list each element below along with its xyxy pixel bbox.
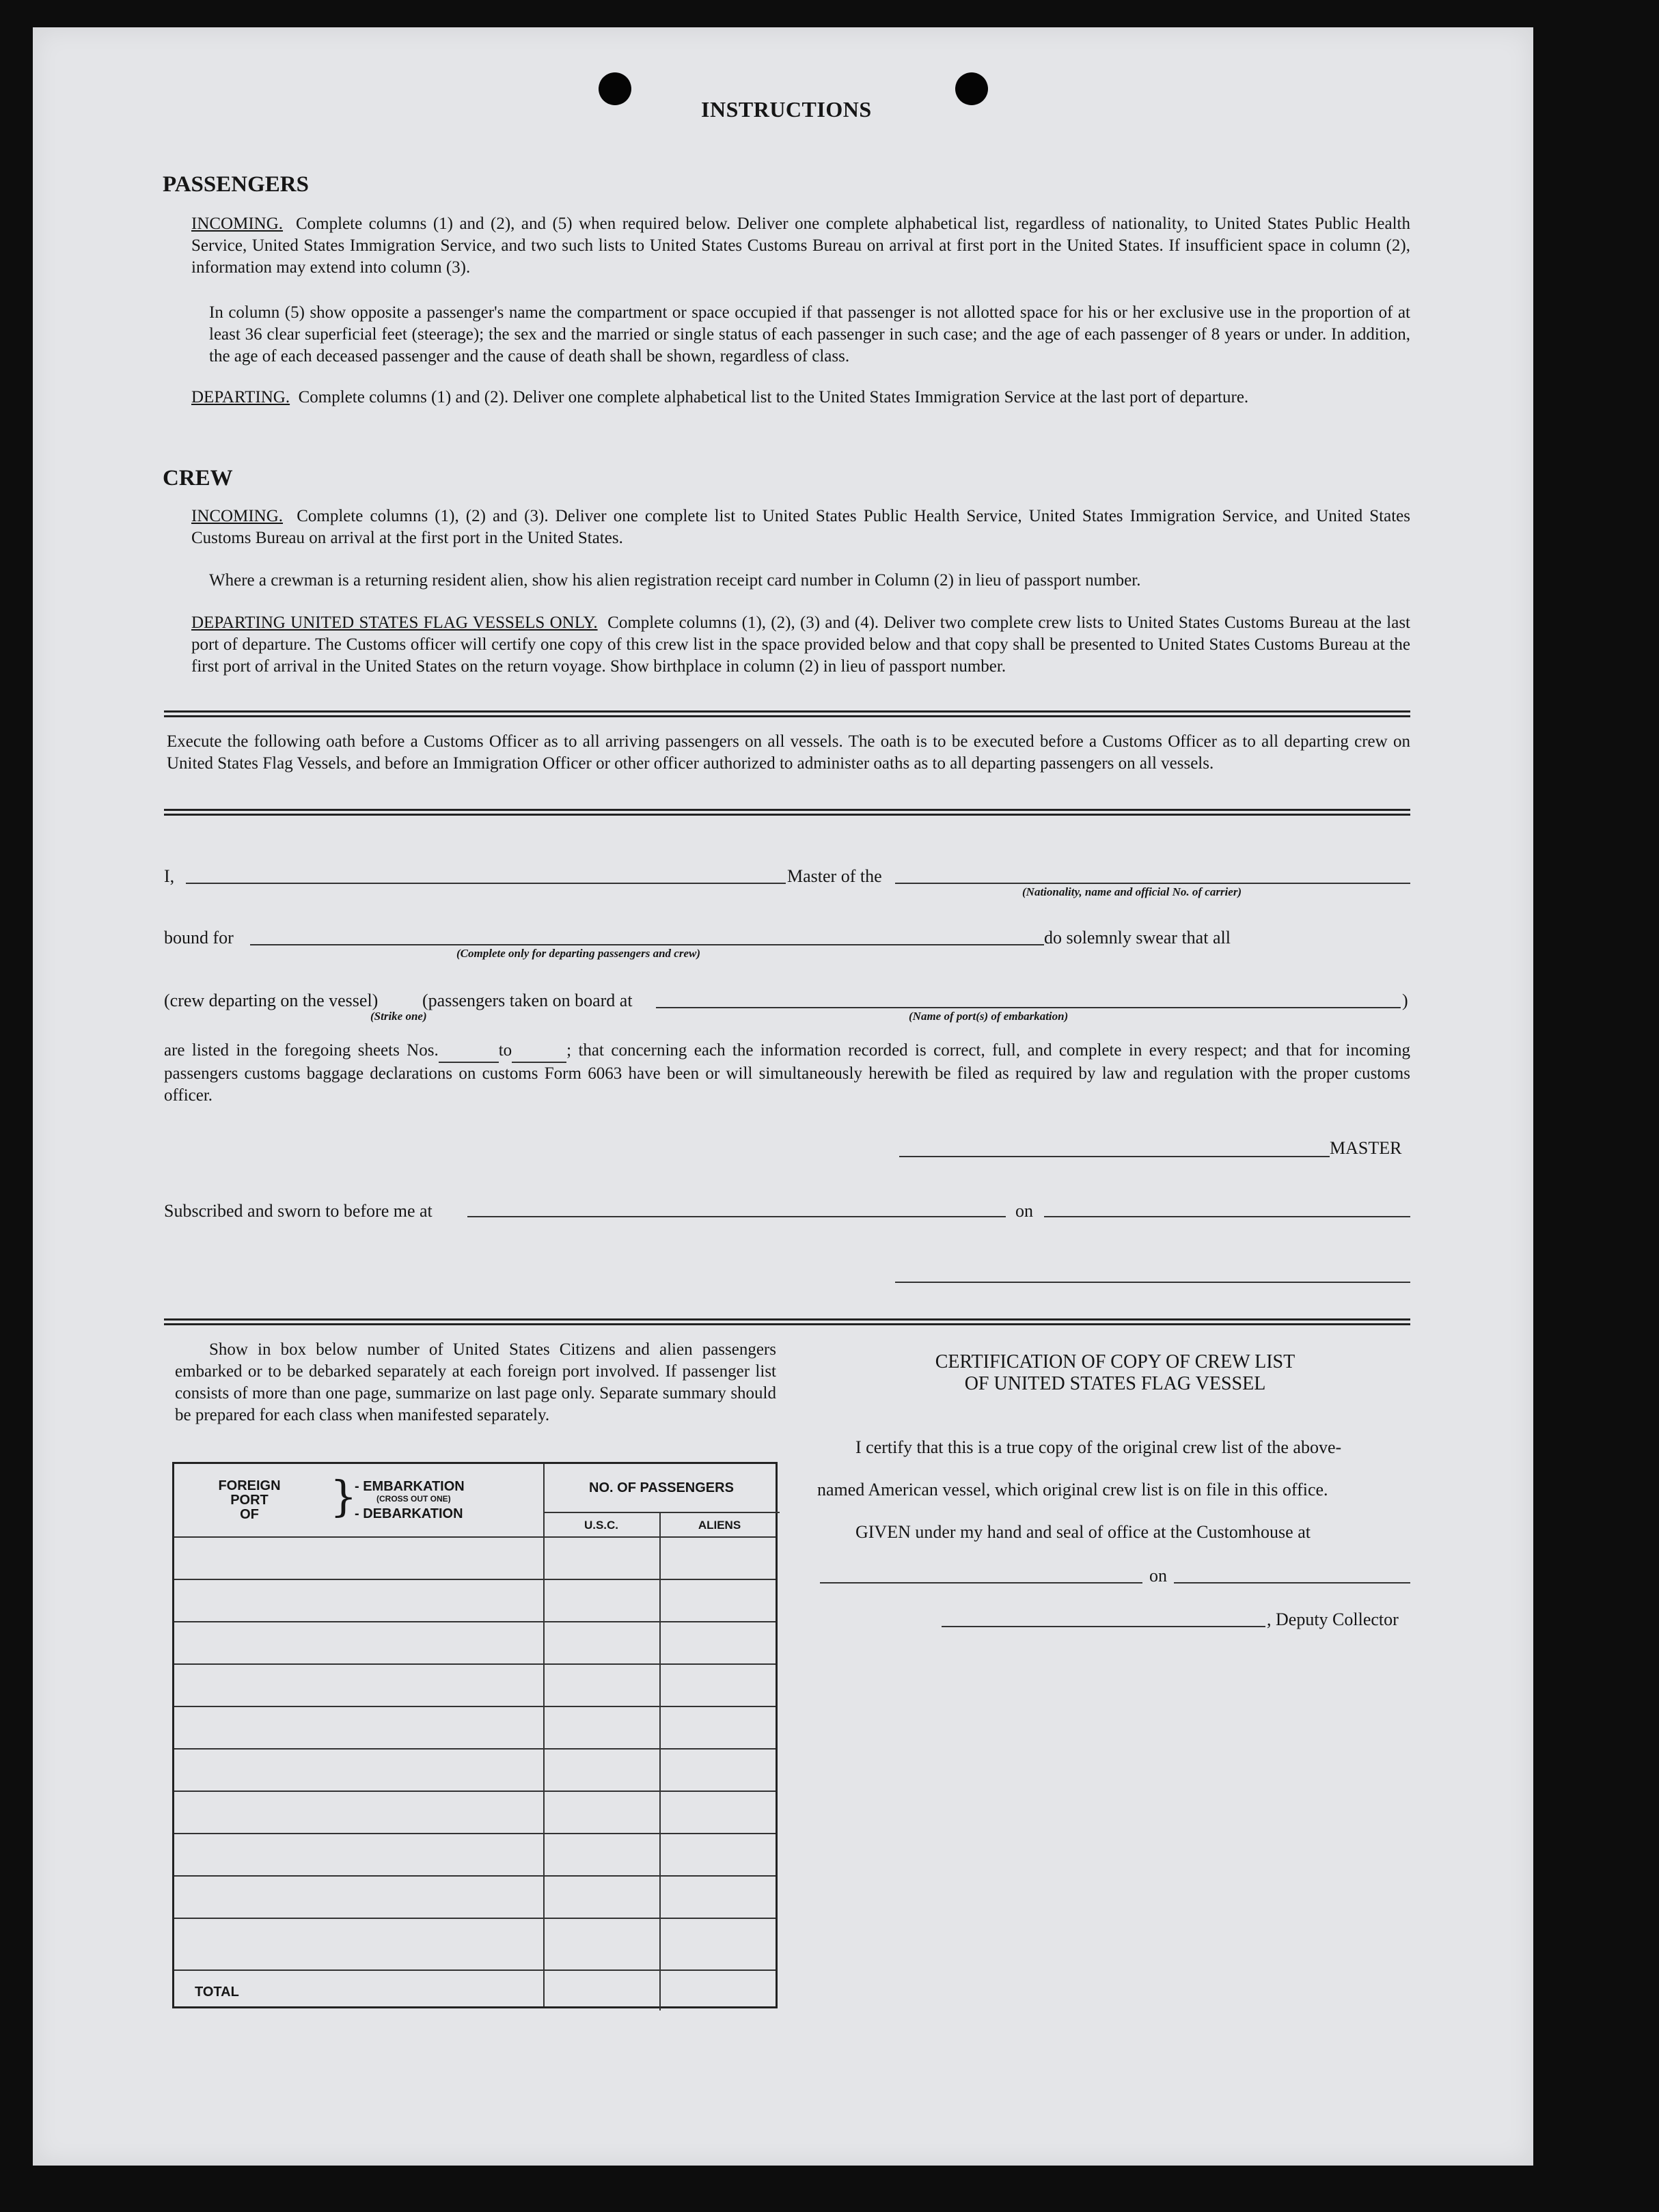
debarkation-option[interactable]: - DEBARKATION: [355, 1506, 463, 1521]
given-line: GIVEN under my hand and seal of office at the Customhouse at: [855, 1522, 1311, 1542]
bound-for-label: bound for: [164, 928, 234, 948]
embarkation-port-field[interactable]: [656, 1007, 1401, 1008]
passengers-taken-option[interactable]: (passengers taken on board at: [422, 991, 633, 1010]
close-paren: ): [1402, 991, 1408, 1010]
sworn-date-field[interactable]: [1044, 1216, 1410, 1217]
certify-line-2: named American vessel, which original crew list is on file in this office.: [817, 1480, 1328, 1499]
master-label: MASTER: [1330, 1138, 1402, 1158]
to-label: to: [498, 1041, 512, 1060]
sheet-from-field[interactable]: [439, 1040, 499, 1063]
table-row[interactable]: [174, 1918, 776, 1919]
passengers-incoming-label: INCOMING.: [191, 215, 284, 233]
punch-hole-right: [955, 72, 988, 105]
certify-line-1: I certify that this is a true copy of the original crew list of the above-: [855, 1437, 1342, 1457]
table-row[interactable]: [174, 1663, 776, 1665]
crew-incoming-text: Complete columns (1), (2) and (3). Deliver one complete list to United States Public Health Service, United States Immigration Service, and United States Customs Bureau on arrival at the first port in the United States.: [191, 507, 1410, 547]
crew-heading: CREW: [163, 466, 233, 490]
foreign-port-header: [202, 1479, 297, 1522]
double-rule: [164, 1318, 1410, 1325]
double-rule: [164, 710, 1410, 717]
deputy-collector-signature-field[interactable]: [942, 1626, 1265, 1627]
customhouse-field[interactable]: [820, 1582, 1142, 1584]
table-row[interactable]: [174, 1579, 776, 1580]
usc-header: U.S.C.: [584, 1519, 619, 1532]
passengers-departing-text: Complete columns (1) and (2). Deliver one complete alphabetical list to the United States Immigration Service at the last port of departure.: [298, 388, 1249, 406]
foreign-port-line: FOREIGN: [218, 1478, 281, 1493]
page-title: INSTRUCTIONS: [701, 97, 872, 122]
master-name-field[interactable]: [186, 883, 786, 884]
swear-text: do solemnly swear that all: [1044, 928, 1231, 948]
brace-icon: }: [330, 1471, 357, 1521]
crew-departing-option[interactable]: (crew departing on the vessel): [164, 991, 379, 1010]
master-signature-field[interactable]: [899, 1156, 1330, 1157]
listed-text: ; that concerning each the information recorded is correct, full, and complete in every respect; and that for incoming passengers customs baggage declarations on customs Form 6063 have been or will simultaneously herewith be filed as required by law and regulation with the proper customs officer.: [164, 1041, 1410, 1105]
passengers-heading: PASSENGERS: [163, 172, 309, 197]
strike-one-caption: (Strike one): [370, 1010, 427, 1023]
table-divider: [543, 1464, 545, 2006]
master-of-label: Master of the: [787, 866, 882, 886]
no-of-passengers-header: NO. OF PASSENGERS: [589, 1480, 734, 1495]
table-row[interactable]: [174, 1875, 776, 1877]
passenger-summary-table: [172, 1462, 778, 2008]
foreign-port-line: OF: [240, 1507, 259, 1522]
table-row[interactable]: [174, 1969, 776, 1971]
sworn-place-field[interactable]: [467, 1216, 1006, 1217]
crew-incoming-label: INCOMING.: [191, 507, 284, 525]
cross-out-caption: (CROSS OUT ONE): [376, 1494, 451, 1504]
passengers-departing-paragraph: [191, 387, 1410, 409]
carrier-field[interactable]: [895, 883, 1410, 884]
table-row[interactable]: [174, 1833, 776, 1834]
certification-date-field[interactable]: [1174, 1582, 1410, 1584]
passengers-incoming-paragraph: [191, 213, 1410, 279]
foreign-port-line: PORT: [230, 1493, 269, 1508]
passengers-column5-paragraph: In column (5) show opposite a passenger's name the compartment or space occupied if that passenger is not allotted space for his or her exclusive use in the proportion of at least 36 clear superficial feet (steerage); the sex and the married or single status of each passenger in such case; and the age of each passenger of 8 years or under. In addition, the age of each deceased passenger and the cause of death shall be shown, regardless of class.: [209, 303, 1410, 365]
crew-departing-text: Complete columns (1), (2), (3) and (4). Deliver two complete crew lists to United States Customs Bureau at the last port of departure. The Customs officer will certify one copy of this crew list in the space provided below and that copy shall be presented to United States Customs Bureau at the first port of arrival in the United States on the return voyage. Show birthplace in column (2) in lieu of passport number.: [191, 613, 1410, 676]
sworn-on-label: on: [1015, 1201, 1033, 1221]
table-row[interactable]: [174, 1748, 776, 1750]
certification-heading-line: OF UNITED STATES FLAG VESSEL: [964, 1373, 1266, 1394]
oath-i-label: I,: [164, 866, 175, 886]
total-label: TOTAL: [195, 1985, 239, 2000]
destination-field[interactable]: [250, 944, 1044, 945]
table-row[interactable]: [174, 1621, 776, 1622]
passengers-incoming-text: Complete columns (1) and (2), and (5) when required below. Deliver one complete alphabetical list, regardless of nationality, to United States Public Health Service, United States Immigration Service, and two such lists to United States Customs Bureau on arrival at first port in the United States. If insufficient space in column (2), information may extend into column (3).: [191, 215, 1411, 277]
table-row[interactable]: [174, 1536, 776, 1538]
table-row[interactable]: [174, 1791, 776, 1792]
embarkation-option[interactable]: - EMBARKATION: [355, 1479, 465, 1494]
subscribed-label: Subscribed and sworn to before me at: [164, 1201, 433, 1221]
summary-instruction: Show in box below number of United States Citizens and alien passengers embarked or to be debarked separately at each foreign port involved. If passenger list consists of more than one page, summarize on last page only. Separate summary should be prepared for each class when manifested separately.: [175, 1340, 776, 1424]
certification-heading-line: CERTIFICATION OF COPY OF CREW LIST: [935, 1351, 1295, 1372]
port-caption: (Name of port(s) of embarkation): [909, 1010, 1069, 1023]
punch-hole-left: [599, 72, 631, 105]
crew-returning-paragraph: Where a crewman is a returning resident alien, show his alien registration receipt card number in Column (2) in lieu of passport number.: [209, 571, 1141, 590]
listed-paragraph: [164, 1040, 1410, 1107]
officer-signature-field[interactable]: [895, 1282, 1410, 1283]
table-divider: [659, 1512, 661, 2010]
table-row[interactable]: [174, 1706, 776, 1707]
certification-on-label: on: [1149, 1566, 1167, 1586]
carrier-caption: (Nationality, name and official No. of carrier): [1022, 885, 1242, 898]
sheet-to-field[interactable]: [512, 1040, 566, 1063]
deputy-collector-label: , Deputy Collector: [1267, 1609, 1399, 1629]
crew-incoming-paragraph: [191, 506, 1410, 549]
certification-heading: [820, 1351, 1410, 1395]
oath-instruction: Execute the following oath before a Customs Officer as to all arriving passengers on all vessels. The oath is to be executed before a Customs Officer as to all departing crew on United States Flag Vessels, and before an Immigration Officer or other officer authorized to administer oaths as to all departing passengers on all vessels.: [167, 732, 1410, 773]
aliens-header: ALIENS: [698, 1519, 741, 1532]
listed-prefix: are listed in the foregoing sheets Nos.: [164, 1041, 439, 1060]
crew-departing-label: DEPARTING UNITED STATES FLAG VESSELS ONLY.: [191, 613, 598, 632]
double-rule: [164, 809, 1410, 816]
crew-departing-paragraph: [191, 612, 1410, 678]
complete-only-caption: (Complete only for departing passengers and crew): [456, 947, 700, 960]
passengers-departing-label: DEPARTING.: [191, 388, 290, 406]
table-subheader-rule: [543, 1512, 780, 1513]
